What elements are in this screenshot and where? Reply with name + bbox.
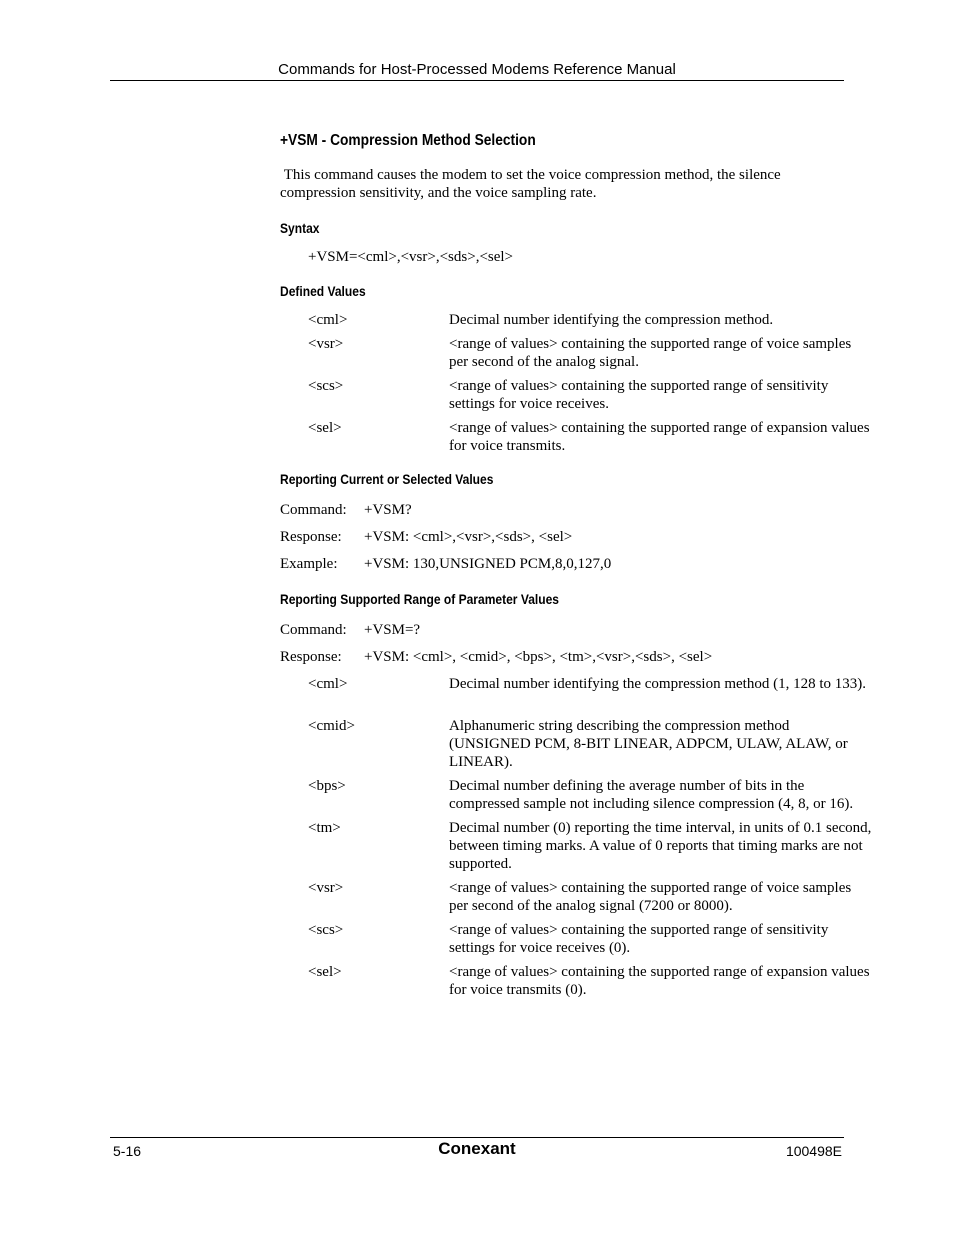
reporting-supported-heading: Reporting Supported Range of Parameter Values <box>280 591 559 607</box>
running-header: Commands for Host-Processed Modems Reference Manual <box>278 61 676 78</box>
defined-values-heading: Defined Values <box>280 283 366 299</box>
def-desc-cml: Decimal number identifying the compression method. <box>449 312 774 328</box>
sup-term-tm: <tm> <box>308 820 341 836</box>
section-title: +VSM - Compression Method Selection <box>280 132 536 149</box>
current-response-value: +VSM: <cml>,<vsr>,<sds>, <sel> <box>364 529 573 545</box>
def-desc-vsr: <range of values> containing the supported range of voice samples per second of the analog signal. <box>449 336 852 370</box>
supported-command-label: Command: <box>280 622 347 638</box>
sup-desc-cmid: Alphanumeric string describing the compression method (UNSIGNED PCM, 8-BIT LINEAR, ADPCM, ULAW, ALAW, or LINEAR). <box>449 718 848 770</box>
sup-term-sel: <sel> <box>308 964 342 980</box>
sup-term-bps: <bps> <box>308 778 346 794</box>
current-command-value: +VSM? <box>364 502 412 518</box>
sup-desc-scs: <range of values> containing the supported range of sensitivity settings for voice receives (0). <box>449 922 829 956</box>
page-number: 5-16 <box>113 1143 142 1159</box>
current-example-label: Example: <box>280 556 338 572</box>
syntax-text: +VSM=<cml>,<vsr>,<sds>,<sel> <box>308 249 514 265</box>
sup-term-vsr: <vsr> <box>308 880 344 896</box>
supported-response-label: Response: <box>280 649 342 665</box>
sup-desc-sel: <range of values> containing the supported range of expansion values for voice transmits (0). <box>449 964 870 998</box>
reporting-current-heading: Reporting Current or Selected Values <box>280 471 494 487</box>
footer-rule <box>110 1137 844 1138</box>
sup-desc-cml: Decimal number identifying the compression method (1, 128 to 133). <box>449 676 866 692</box>
def-term-cml: <cml> <box>308 312 348 328</box>
def-term-vsr: <vsr> <box>308 336 344 352</box>
def-term-scs: <scs> <box>308 378 344 394</box>
sup-desc-vsr: <range of values> containing the supported range of voice samples per second of the analog signal (7200 or 8000). <box>449 880 852 914</box>
syntax-heading: Syntax <box>280 220 320 236</box>
company-name: Conexant <box>438 1139 516 1158</box>
intro-paragraph: This command causes the modem to set the voice compression method, the silence compression sensitivity, and the voice sampling rate. <box>280 167 785 201</box>
sup-desc-tm: Decimal number (0) reporting the time interval, in units of 0.1 second, between timing marks. A value of 0 reports that timing marks are not supported. <box>449 820 872 872</box>
sup-desc-bps: Decimal number defining the average number of bits in the compressed sample not including silence compression (4, 8, or 16). <box>449 778 854 812</box>
sup-term-scs: <scs> <box>308 922 344 938</box>
current-response-label: Response: <box>280 529 342 545</box>
document-number: 100498E <box>785 1143 842 1159</box>
header-rule <box>110 80 844 81</box>
supported-response-value: +VSM: <cml>, <cmid>, <bps>, <tm>,<vsr>,<sds>, <sel> <box>364 649 713 665</box>
def-term-sel: <sel> <box>308 420 342 436</box>
current-command-label: Command: <box>280 502 347 518</box>
sup-term-cmid: <cmid> <box>308 718 355 734</box>
sup-term-cml: <cml> <box>308 676 348 692</box>
def-desc-scs: <range of values> containing the supported range of sensitivity settings for voice receives. <box>449 378 829 412</box>
current-example-value: +VSM: 130,UNSIGNED PCM,8,0,127,0 <box>364 556 612 572</box>
supported-command-value: +VSM=? <box>364 622 421 638</box>
def-desc-sel: <range of values> containing the supported range of expansion values for voice transmits. <box>449 420 870 454</box>
